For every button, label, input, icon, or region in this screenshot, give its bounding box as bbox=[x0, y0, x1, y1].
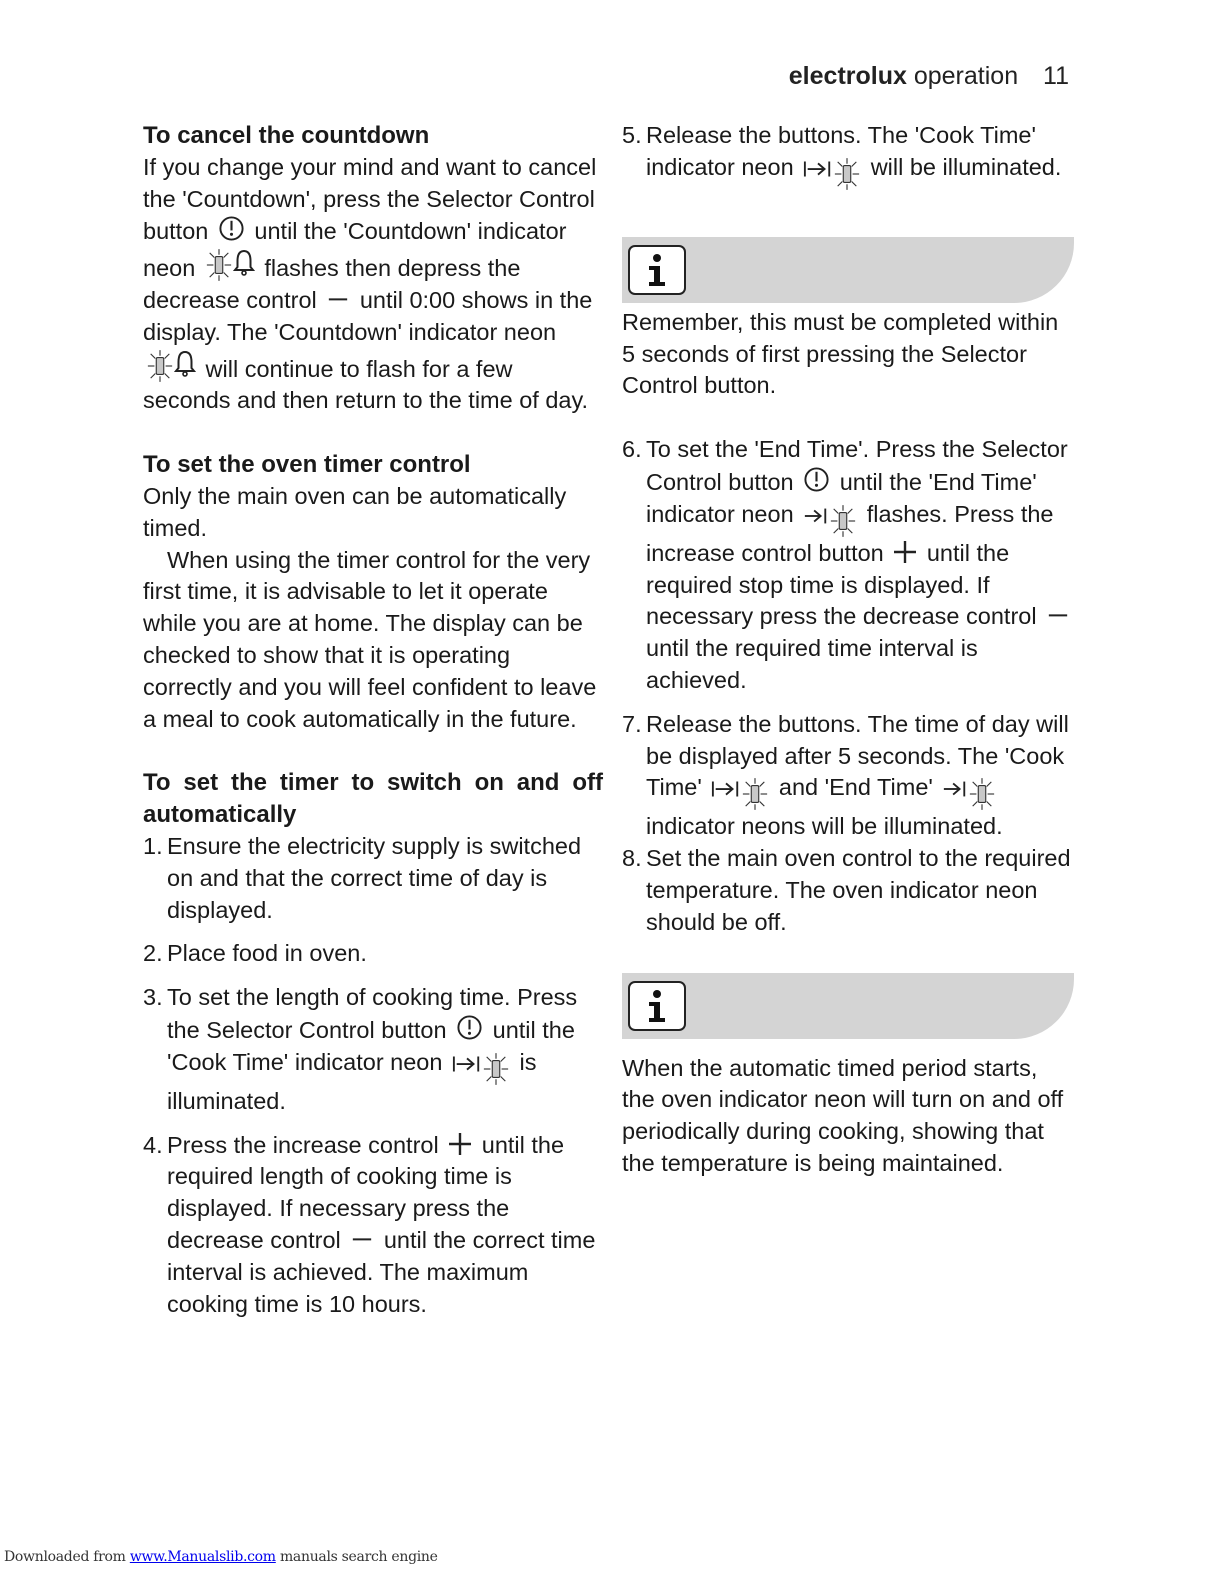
info-note-box bbox=[622, 973, 1074, 1039]
oven-timer-text-2: When using the timer control for the very first time, it is advisable to let it operate while you are at home. The display can be checked to show that it is operating correctly and you will feel confident to leave a meal to cook automatically in the future. bbox=[143, 546, 597, 732]
step-text: Ensure the electricity supply is switched on and that the correct time of day is displayed. bbox=[167, 832, 582, 923]
step-number: 8. bbox=[622, 845, 642, 872]
left-column bbox=[143, 120, 603, 1320]
step-text: Place food in oven. bbox=[167, 940, 367, 967]
spacer bbox=[143, 970, 603, 982]
selector-clock-icon bbox=[218, 215, 245, 242]
cook-time-neon-icon bbox=[452, 1052, 510, 1086]
step-5-text-b: will be illuminated. bbox=[870, 153, 1062, 180]
cancel-text-3: flashes then depress the decrease control bbox=[143, 255, 521, 313]
oven-timer-text-1: Only the main oven can be automatically timed. bbox=[143, 482, 567, 541]
spacer bbox=[622, 939, 1074, 973]
page-number: 11 bbox=[1043, 62, 1069, 90]
step-3 bbox=[143, 982, 603, 1117]
spacer bbox=[622, 191, 1074, 237]
step-7-text-b: and 'End Time' bbox=[778, 774, 933, 801]
footer-suffix: manuals search engine bbox=[279, 1549, 438, 1565]
step-3-text-a: To set the length of cooking time. Press the Selector Control button bbox=[167, 984, 578, 1043]
decrease-minus-icon bbox=[326, 291, 350, 311]
step-4-text-b: until the required length of cooking time is displayed. If necessary press the decrease control bbox=[167, 1131, 565, 1253]
step-8 bbox=[622, 843, 1074, 938]
note-remember-text: Remember, this must be completed within 5 seconds of first pressing the Selector Control button. bbox=[622, 308, 1059, 399]
step-text bbox=[646, 709, 1074, 843]
step-text bbox=[646, 434, 1074, 697]
section-name: operation bbox=[913, 62, 1019, 90]
step-6 bbox=[622, 434, 1074, 697]
step-number: 2. bbox=[143, 940, 163, 967]
oven-timer-heading: To set the oven timer control bbox=[143, 451, 471, 479]
cook-time-neon-icon bbox=[803, 157, 861, 191]
info-note-box bbox=[622, 237, 1074, 303]
increase-plus-icon bbox=[893, 540, 917, 564]
cancel-countdown-text bbox=[143, 152, 603, 417]
cancel-text-2: until the 'Countdown' indicator neon bbox=[143, 218, 567, 282]
download-footer bbox=[4, 1549, 438, 1565]
step-number: 4. bbox=[143, 1131, 163, 1158]
step-text bbox=[646, 120, 1074, 191]
step-5-text-a: Release the buttons. The 'Cook Time' indicator neon bbox=[646, 122, 1036, 180]
step-4-text-a: Press the increase control bbox=[167, 1131, 439, 1158]
step-1 bbox=[143, 831, 603, 926]
end-time-neon-icon bbox=[942, 777, 996, 811]
step-6-text-e: until the required time interval is achieved. bbox=[646, 635, 978, 693]
brand-name: electrolux bbox=[788, 62, 907, 90]
step-number: 3. bbox=[143, 984, 163, 1011]
step-text bbox=[167, 1130, 603, 1321]
step-3-text-c: is illuminated. bbox=[167, 1048, 537, 1114]
cancel-countdown-heading: To cancel the countdown bbox=[143, 122, 430, 149]
spacer bbox=[622, 402, 1074, 434]
cancel-text-4: until 0:00 shows in the display. The 'Countdown' indicator neon bbox=[143, 286, 593, 345]
step-7-text-c: indicator neons will be illuminated. bbox=[646, 813, 1003, 840]
selector-clock-icon bbox=[803, 466, 830, 493]
step-4 bbox=[143, 1130, 603, 1321]
spacer bbox=[143, 926, 603, 938]
step-7-text-a: Release the buttons. The time of day will be displayed after 5 seconds. The 'Cook Time' bbox=[646, 710, 1069, 801]
step-6-text-a: To set the 'End Time'. Press the Selector Control button bbox=[646, 436, 1068, 495]
countdown-neon-icon bbox=[146, 349, 196, 383]
step-number: 5. bbox=[622, 122, 642, 148]
end-time-neon-icon bbox=[803, 504, 857, 538]
increase-plus-icon bbox=[448, 1132, 472, 1156]
decrease-minus-icon bbox=[1046, 607, 1070, 627]
step-3-text-b: until the 'Cook Time' indicator neon bbox=[167, 1016, 575, 1075]
decrease-minus-icon bbox=[350, 1231, 374, 1251]
info-icon bbox=[628, 245, 686, 295]
spacer bbox=[143, 735, 603, 767]
spacer bbox=[622, 697, 1074, 709]
step-text: Set the main oven control to the required temperature. The oven indicator neon should be off. bbox=[646, 845, 1071, 935]
step-7 bbox=[622, 709, 1074, 843]
spacer bbox=[143, 417, 603, 449]
countdown-neon-icon bbox=[205, 248, 255, 282]
info-icon bbox=[628, 981, 686, 1031]
step-number: 6. bbox=[622, 436, 642, 463]
step-2 bbox=[143, 938, 603, 970]
step-4-text-c: until the correct time interval is achieved. The maximum cooking time is 10 hours. bbox=[167, 1226, 596, 1317]
cook-time-neon-icon bbox=[711, 777, 769, 811]
page-header bbox=[789, 62, 1069, 91]
step-6-text-b: until the 'End Time' indicator neon bbox=[646, 468, 1037, 527]
note-timed-period-text: When the automatic timed period starts, the oven indicator neon will turn on and off periodically during cooking, showing that the temperature is being maintained. bbox=[622, 1054, 1064, 1176]
footer-prefix: Downloaded from bbox=[4, 1549, 126, 1565]
manualslib-link[interactable]: www.Manualslib.com bbox=[129, 1549, 276, 1565]
step-number: 1. bbox=[143, 832, 163, 859]
spacer bbox=[143, 1118, 603, 1130]
step-6-text-d: until the required stop time is displayed. If necessary press the decrease control bbox=[646, 539, 1037, 630]
step-5 bbox=[622, 120, 1074, 191]
step-6-text-c: flashes. Press the increase control button bbox=[646, 500, 1054, 566]
auto-switch-heading: To set the timer to switch on and off automatically bbox=[143, 769, 603, 829]
right-column bbox=[622, 120, 1074, 1180]
cancel-text-5: will continue to flash for a few seconds and then return to the time of day. bbox=[143, 355, 589, 414]
cancel-text-1: If you change your mind and want to cancel the 'Countdown', press the Selector Control button bbox=[143, 153, 597, 245]
step-text bbox=[167, 982, 603, 1117]
selector-clock-icon bbox=[456, 1014, 483, 1041]
step-number: 7. bbox=[622, 710, 642, 737]
